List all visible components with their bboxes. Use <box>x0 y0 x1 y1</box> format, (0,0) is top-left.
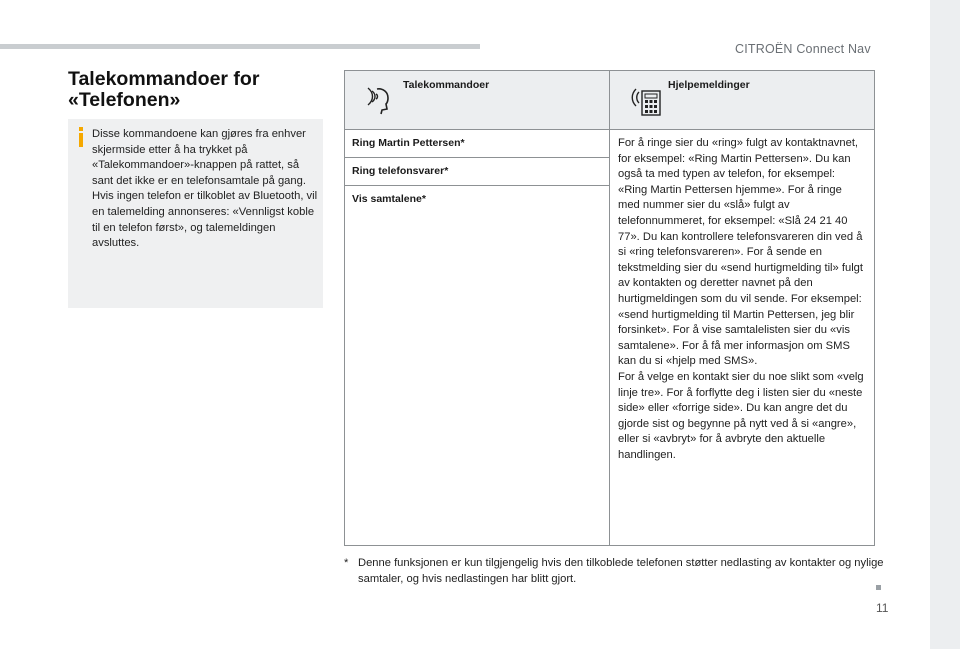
header-help-label: Hjelpemeldinger <box>668 79 750 91</box>
command-table <box>344 70 875 546</box>
table-header-row <box>345 71 875 130</box>
command-label: Ring Martin Pettersen <box>352 137 461 149</box>
top-rule <box>0 44 480 49</box>
header-help-messages <box>610 71 875 130</box>
side-strip <box>930 0 960 649</box>
command-label: Ring telefonsvarer <box>352 165 445 177</box>
page-number: 11 <box>876 601 889 615</box>
footnote-star: * <box>460 137 465 149</box>
command-label: Vis samtalene <box>352 193 422 205</box>
brand-header: CITROËN Connect Nav <box>735 42 871 56</box>
speaking-head-icon <box>363 85 397 115</box>
voice-keypad-icon <box>628 85 662 119</box>
page-title: Talekommandoer for «Telefonen» <box>68 68 260 111</box>
help-text: For å ringe sier du «ring» fulgt av kontaktnavnet, for eksempel: «Ring Martin Pettersen». Du kan også ta med typen av telefon, for eksempel: «Ring Martin Pettersen hjemme». For å ringe med nummer sier du «slå» fulgt av telefonnummeret, for eksempel: «Slå 24 21 40 77». Du kan kontrollere telefonsvareren din ved å si «ring telefonsvareren». For å sende en tekstmelding sier du «send hurtigmelding til» fulgt av kontakten og deretter navnet på den hurtigmeldingen som du vil sende. For eksempel: «send hurtigmelding til Martin Pettersen, jeg blir forsinket». For å vise samtalelisten sier du «vis samtalene». For å få mer informasjon om SMS kan du si «hjelp med SMS». For å velge en kontakt sier du noe slikt som «velg linje tre». For å forflytte deg i listen sier du «neste side» eller «forrige side». Du kan angre det du gjorde sist og begynne på nytt ved å si «angre», eller si «avbryt» for å avbryte den aktuelle handlingen. <box>610 130 875 546</box>
footnote-star: * <box>421 193 426 205</box>
command-ring-contact <box>345 130 610 158</box>
footnote-star: * <box>444 165 449 177</box>
info-icon <box>77 127 85 147</box>
table-row <box>345 130 875 158</box>
header-voice-commands <box>345 71 610 130</box>
header-voice-label: Talekommandoer <box>403 79 490 91</box>
footnote-marker: * <box>344 557 349 569</box>
footnote-text: Denne funksjonen er kun tilgjengelig hvis den tilkoblede telefonen støtter nedlasting av kontakter og nylige samtaler, og hvis nedlastingen har blitt gjort. <box>358 557 884 585</box>
page-marker <box>876 585 881 590</box>
empty-cell <box>345 213 610 546</box>
info-text: Disse kommandoene kan gjøres fra enhver skjermside etter å ha trykket på «Talekommandoer»-knappen på rattet, så sant det ikke er en telefonsamtale på gang. Hvis ingen telefon er tilkoblet av Bluetooth, vil en talemelding annonseres: «Vennligst koble til en telefon først», og talemeldingen avsluttes. <box>92 128 318 250</box>
command-show-calls <box>345 186 610 214</box>
info-box <box>68 119 323 308</box>
command-ring-voicemail <box>345 158 610 186</box>
